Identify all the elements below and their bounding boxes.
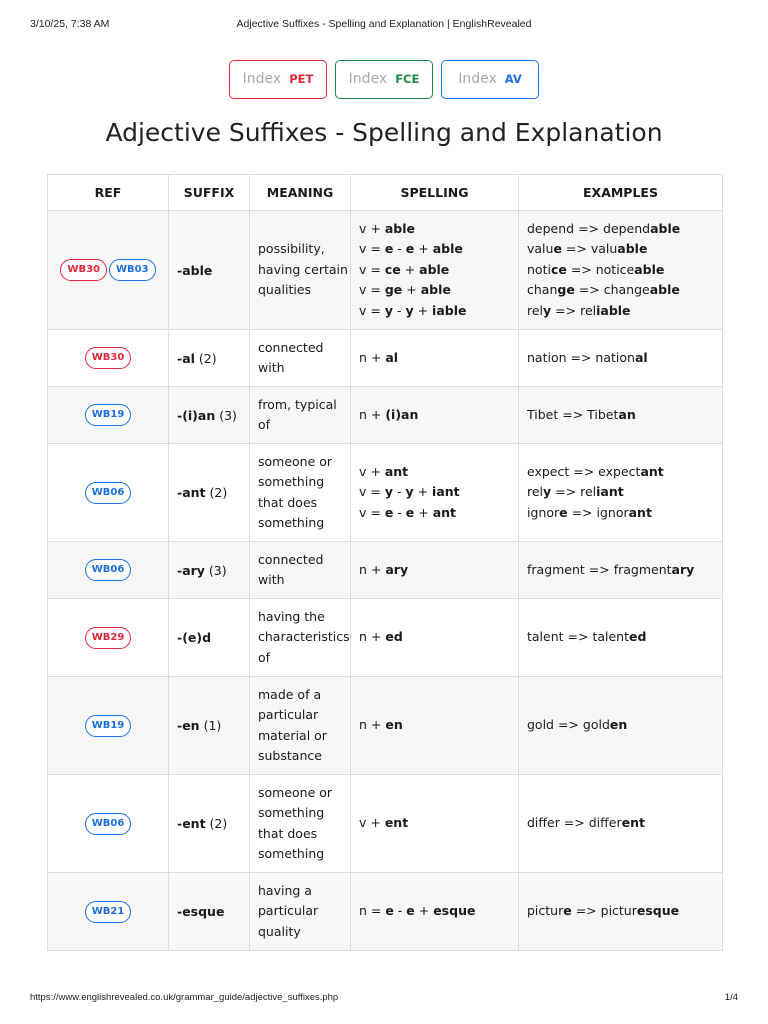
text-segment: v =	[359, 484, 385, 500]
meaning-cell	[250, 387, 351, 444]
bold-segment: iable	[596, 302, 631, 318]
example-line	[527, 503, 714, 524]
bold-segment: e	[384, 504, 394, 520]
ref-cell	[48, 330, 169, 387]
meaning-line: having the	[258, 608, 325, 624]
text-segment: +	[402, 282, 421, 298]
bold-segment: y	[405, 302, 414, 318]
meaning-line: that does	[258, 825, 318, 841]
examples-cell	[519, 330, 723, 387]
text-segment: v =	[359, 282, 385, 298]
ref-cell	[48, 387, 169, 444]
index-button-label: Index	[242, 71, 282, 87]
page-title: Adjective Suffixes - Spelling and Explanation	[105, 118, 663, 147]
bold-segment: able	[650, 220, 681, 236]
text-segment: chan	[527, 282, 558, 298]
suffix-text: -(i)an	[177, 407, 216, 423]
examples-cell	[519, 599, 723, 677]
spelling-line	[359, 348, 510, 369]
column-header-ref: REF	[48, 175, 169, 211]
ref-cell	[48, 775, 169, 873]
table-row	[48, 211, 723, 330]
index-button-code: PET	[289, 72, 314, 86]
index-button-label: Index	[458, 71, 497, 87]
ref-badge[interactable]: WB06	[85, 482, 132, 504]
meaning-cell	[250, 211, 351, 330]
bold-segment: able	[419, 261, 450, 277]
text-segment: +	[414, 241, 433, 257]
ref-badge[interactable]: WB06	[85, 813, 132, 835]
meaning-line: from, typical	[258, 396, 337, 412]
meaning-line: particular	[258, 903, 319, 919]
text-segment: v =	[359, 261, 385, 277]
text-segment: -	[392, 302, 406, 318]
text-segment: v =	[359, 241, 385, 257]
bold-segment: e	[406, 903, 415, 919]
meaning-line: someone or	[258, 453, 333, 469]
bold-segment: y	[384, 484, 393, 500]
text-segment: depend => depend	[527, 220, 651, 236]
suffix-cell	[169, 211, 250, 330]
spelling-cell	[351, 542, 519, 599]
bold-segment: ed	[385, 629, 403, 645]
meaning-line: quality	[258, 923, 301, 939]
bold-segment: iant	[432, 484, 460, 500]
text-segment: rel	[527, 484, 544, 500]
bold-segment: able	[420, 282, 451, 298]
suffix-cell	[169, 444, 250, 542]
spelling-line	[359, 280, 510, 301]
text-segment: n +	[359, 717, 386, 733]
bold-segment: e	[384, 241, 394, 257]
ref-badge[interactable]: WB21	[85, 901, 132, 923]
text-segment: v =	[359, 504, 385, 520]
bold-segment: ary	[671, 561, 695, 577]
meaning-line: something	[258, 805, 325, 820]
spelling-line	[359, 219, 510, 240]
example-line	[527, 462, 714, 483]
text-segment: Tibet => Tibet	[527, 406, 619, 422]
example-line	[527, 715, 714, 736]
index-button-code: FCE	[395, 72, 420, 86]
suffix-cell	[169, 677, 250, 775]
example-line	[527, 348, 714, 369]
meaning-line: substance	[258, 748, 322, 763]
bold-segment: able	[432, 241, 463, 257]
text-segment: +	[413, 302, 433, 318]
ref-badge[interactable]: WB29	[85, 627, 132, 649]
examples-cell	[519, 775, 723, 873]
ref-badge[interactable]: WB19	[85, 404, 132, 426]
meaning-line: something	[258, 846, 325, 861]
ref-cell	[48, 677, 169, 775]
table-row	[48, 599, 723, 677]
meaning-line: connected	[258, 339, 324, 355]
examples-cell	[519, 211, 723, 330]
suffix-text: -ary	[177, 562, 205, 578]
text-segment: => valu	[561, 241, 618, 257]
example-line	[527, 260, 714, 281]
examples-cell	[519, 387, 723, 444]
spelling-cell	[351, 330, 519, 387]
ref-cell	[48, 444, 169, 542]
spelling-line	[359, 260, 510, 281]
table-row	[48, 330, 723, 387]
meaning-line: something	[258, 515, 325, 530]
bold-segment: y	[384, 302, 393, 318]
table-row	[48, 542, 723, 599]
meaning-line: of	[258, 417, 271, 432]
print-page-number: 1/4	[724, 992, 738, 1003]
spelling-line	[359, 405, 510, 426]
suffix-text: -ant	[177, 485, 206, 500]
spelling-cell	[351, 444, 519, 542]
bold-segment: e	[405, 504, 415, 520]
example-line	[527, 239, 714, 260]
bold-segment: ge	[557, 282, 575, 298]
suffix-cell	[169, 599, 250, 677]
table-row	[48, 444, 723, 542]
text-segment: v =	[359, 302, 385, 318]
ref-badge[interactable]: WB19	[85, 715, 132, 737]
index-button-label: Index	[348, 71, 388, 87]
meaning-cell	[250, 775, 351, 873]
bold-segment: e	[563, 903, 572, 919]
meaning-line: someone or	[258, 784, 333, 800]
spelling-cell	[351, 599, 519, 677]
index-button-code: AV	[504, 72, 522, 86]
bold-segment: ary	[385, 561, 409, 577]
bold-segment: e	[385, 903, 394, 919]
bold-segment: able	[384, 220, 415, 236]
bold-segment: iant	[596, 484, 624, 500]
ref-cell	[48, 599, 169, 677]
index-fce-button[interactable]	[335, 60, 433, 99]
example-line	[527, 901, 714, 922]
bold-segment: al	[385, 349, 399, 365]
bold-segment: ce	[384, 261, 401, 277]
suffix-table	[47, 174, 723, 951]
meaning-line: characteristics	[258, 629, 350, 645]
bold-segment: ed	[629, 629, 647, 645]
index-av-button[interactable]	[441, 60, 539, 99]
spelling-cell	[351, 677, 519, 775]
bold-segment: ant	[628, 504, 652, 520]
text-segment: valu	[527, 241, 554, 257]
meaning-line: with	[258, 360, 285, 375]
meaning-line: having certain	[258, 261, 348, 277]
suffix-note: (3)	[208, 562, 227, 578]
meaning-line: having a	[258, 882, 312, 898]
text-segment: => rel	[551, 484, 597, 500]
table-body	[48, 211, 723, 951]
text-segment: talent => talent	[527, 629, 629, 645]
bold-segment: (i)an	[385, 406, 419, 422]
meaning-cell	[250, 542, 351, 599]
suffix-cell	[169, 330, 250, 387]
bold-segment: able	[634, 261, 665, 277]
meaning-cell	[250, 873, 351, 951]
examples-cell	[519, 873, 723, 951]
bold-segment: ent	[384, 815, 409, 831]
text-segment: +	[414, 903, 434, 919]
example-line	[527, 219, 714, 240]
spelling-line	[359, 715, 510, 736]
text-segment: v +	[359, 220, 385, 236]
spelling-line	[359, 482, 510, 503]
spelling-line	[359, 503, 510, 524]
spelling-line	[359, 560, 510, 581]
suffix-cell	[169, 873, 250, 951]
text-segment: => notice	[566, 261, 635, 277]
print-footer	[30, 992, 738, 1008]
bold-segment: e	[553, 241, 562, 257]
bold-segment: y	[405, 484, 414, 500]
text-segment: n +	[359, 349, 386, 365]
suffix-note: (1)	[203, 718, 222, 733]
example-line	[527, 560, 714, 581]
spelling-line	[359, 239, 510, 260]
text-segment: v +	[359, 815, 385, 831]
text-segment: gold => gold	[527, 717, 610, 733]
table-row	[48, 387, 723, 444]
text-segment: ignor	[527, 504, 560, 520]
meaning-cell	[250, 444, 351, 542]
text-segment: nation => nation	[527, 349, 635, 365]
text-segment: -	[393, 241, 406, 257]
ref-badge[interactable]: WB30	[60, 259, 107, 281]
bold-segment: an	[618, 406, 636, 422]
spelling-line	[359, 901, 510, 922]
text-segment: => change	[574, 282, 650, 298]
text-segment: n =	[359, 903, 386, 919]
text-segment: pictur	[527, 903, 564, 919]
meaning-line: particular	[258, 707, 319, 722]
text-segment: noti	[527, 261, 551, 277]
ref-badge[interactable]: WB03	[109, 259, 156, 281]
suffix-text: -ent	[177, 816, 206, 831]
bold-segment: iable	[432, 302, 467, 318]
bold-segment: en	[609, 717, 628, 733]
ref-cell	[48, 211, 169, 330]
bold-segment: ent	[621, 815, 645, 831]
suffix-text: -en	[177, 718, 200, 733]
suffix-note: (2)	[209, 816, 228, 831]
suffix-text: -(e)d	[177, 630, 212, 645]
text-segment: -	[393, 903, 407, 919]
bold-segment: ant	[384, 463, 409, 479]
suffix-cell	[169, 387, 250, 444]
meaning-line: something	[258, 474, 325, 489]
text-segment: n +	[359, 561, 386, 577]
meaning-line: of	[258, 649, 271, 665]
example-line	[527, 280, 714, 301]
meaning-line: with	[258, 572, 285, 587]
bold-segment: y	[543, 302, 552, 318]
ref-badge[interactable]: WB30	[85, 347, 132, 369]
example-line	[527, 405, 714, 426]
bold-segment: ant	[640, 463, 664, 479]
spelling-line	[359, 813, 510, 834]
ref-badge[interactable]: WB06	[85, 559, 132, 581]
suffix-cell	[169, 542, 250, 599]
meaning-line: that does	[258, 494, 318, 510]
column-header-examples: EXAMPLES	[519, 175, 723, 211]
table-row	[48, 677, 723, 775]
example-line	[527, 813, 714, 834]
examples-cell	[519, 444, 723, 542]
ref-cell	[48, 873, 169, 951]
text-segment: +	[413, 484, 433, 500]
example-line	[527, 301, 714, 322]
ref-cell	[48, 542, 169, 599]
spelling-line	[359, 301, 510, 322]
suffix-text: -esque	[177, 904, 225, 919]
bold-segment: en	[385, 717, 403, 733]
suffix-text: -al	[177, 350, 195, 366]
bold-segment: ge	[384, 282, 403, 298]
text-segment: rel	[527, 302, 544, 318]
text-segment: -	[392, 484, 406, 500]
text-segment: => ignor	[567, 504, 629, 520]
bold-segment: esque	[433, 903, 476, 919]
print-url: https://www.englishrevealed.co.uk/grammar_guide/adjective_suffixes.php	[30, 992, 339, 1003]
text-segment: n +	[359, 406, 386, 422]
column-header-meaning: MEANING	[250, 175, 351, 211]
suffix-text: -able	[177, 262, 213, 278]
table-header-row	[48, 175, 723, 211]
example-line	[527, 627, 714, 648]
spelling-cell	[351, 775, 519, 873]
table-row	[48, 873, 723, 951]
spelling-line	[359, 462, 510, 483]
spelling-line	[359, 627, 510, 648]
meaning-cell	[250, 677, 351, 775]
bold-segment: al	[634, 349, 648, 365]
meaning-line: material or	[258, 727, 327, 743]
column-header-suffix: SUFFIX	[169, 175, 250, 211]
suffix-note: (3)	[219, 407, 237, 423]
text-segment: expect => expect	[527, 463, 641, 479]
text-segment: n +	[359, 629, 386, 645]
table-row	[48, 775, 723, 873]
print-header	[30, 18, 738, 34]
suffix-note: (2)	[198, 350, 217, 366]
text-segment: => pictur	[571, 903, 637, 919]
spelling-cell	[351, 873, 519, 951]
bold-segment: able	[617, 241, 648, 257]
spelling-cell	[351, 211, 519, 330]
column-header-spelling: SPELLING	[351, 175, 519, 211]
text-segment: fragment => fragment	[527, 561, 672, 577]
suffix-cell	[169, 775, 250, 873]
spelling-cell	[351, 387, 519, 444]
suffix-note: (2)	[209, 485, 228, 500]
examples-cell	[519, 542, 723, 599]
meaning-line: possibility,	[258, 241, 325, 257]
bold-segment: esque	[636, 903, 680, 919]
text-segment: differ => differ	[527, 815, 622, 831]
index-pet-button[interactable]	[229, 60, 327, 99]
bold-segment: ce	[550, 261, 567, 277]
meaning-cell	[250, 330, 351, 387]
bold-segment: e	[559, 504, 568, 520]
meaning-line: qualities	[258, 282, 312, 298]
bold-segment: e	[405, 241, 415, 257]
print-page-title: Adjective Suffixes - Spelling and Explanation | EnglishRevealed	[236, 18, 532, 30]
text-segment: v +	[359, 463, 385, 479]
example-line	[527, 482, 714, 503]
print-date: 3/10/25, 7:38 AM	[30, 18, 110, 30]
text-segment: +	[400, 261, 420, 277]
meaning-line: made of a	[258, 686, 322, 702]
bold-segment: able	[649, 282, 680, 298]
meaning-cell	[250, 599, 351, 677]
text-segment: +	[414, 504, 433, 520]
bold-segment: y	[543, 484, 552, 500]
bold-segment: ant	[432, 504, 456, 520]
text-segment: => rel	[551, 302, 597, 318]
text-segment: -	[393, 504, 406, 520]
examples-cell	[519, 677, 723, 775]
index-nav	[0, 60, 768, 99]
meaning-line: connected	[258, 551, 324, 567]
